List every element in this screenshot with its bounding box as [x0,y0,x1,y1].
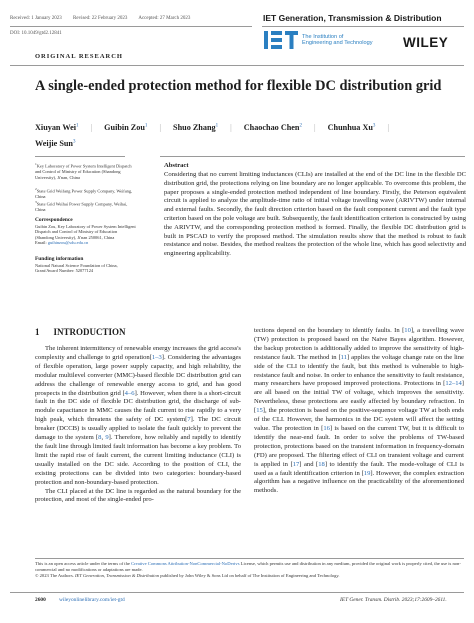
citation-link[interactable]: 9 [105,434,109,442]
journal-url[interactable]: wileyonlinelibrary.com/iet-gtd [59,597,125,603]
citation-link[interactable]: 11 [340,353,348,361]
affiliation-1: $^1$Key Laboratory of Power System Intelligent Dispatch and Control of Ministry of Education (Shandong University), Ji'nan, China [35,162,132,180]
abstract-text: Considering that no current limiting inductances (CLIs) are installed at the end of the DC line in the flexible DC distribution grid, the protections relying on line boundary are no longer applicable. To overcome this problem, the paper proposes a single-ended protection method independent of line boundary. Firstly, the Peterson equivalent circuit is applied to analyze the amplitude-time ratio of initial voltage travelling wave (ARIVTW) under internal and external faults. Secondly, the fault direction criterion based on the fault component current and the fault type criterion based on the pole voltage are built. Subsequently, the fault identification criterion is constructed by using the ARIVTW, and the corresponding protection method is formed. Finally, the flexible DC distribution grid is built in PSCAD to verify the proposed method. The simulation results show that the method is robust to fault resistance and noise. Besides, the method realizes the protection of the whole line, which has good selectivity and engineering applicability. [164,171,466,258]
email-label: Email: [35,240,47,246]
citation-link[interactable]: 7 [187,416,191,424]
citation-link[interactable]: 4–6 [124,389,135,397]
iet-name-line1: The Institution of [302,34,344,40]
citation-link[interactable]: 8 [98,434,102,442]
citation-link[interactable]: 12–14 [445,380,462,388]
iet-name [302,34,373,47]
affiliation-rule [35,156,125,157]
section-number: 1 [35,327,40,337]
header-rule [10,26,252,27]
paragraph: The inherent intermittency of renewable energy increases the grid access's complexity and challenge to grid operation[1–3]. Considering the advantages of flexible operation, large power supply capacity, and high reliability, the modular multilevel converter (MMC)-based flexible DC distribution grid can address the challenge of renewable energy access to grid, and has good prospects in the distribution grid [4–6]. However, when there is a short-circuit fault in the DC side of flexible DC distribution grid, the discharge of sub-module capacitance in MMC causes the fault current to rise rapidly to a very high peak, which threatens the safety of DC system[7]. The DC circuit breaker (DCCB) is usually applied to isolate the fault quickly to prevent the damage to the system [8, 9]. Therefore, how reliably and rapidly to identify the fault line through limited fault information has become a key problem. To limit the rapid rise of fault current, the current limiting inductance (CLI) is usually installed on the DC side. According to the position of CLI, the existing protections can be divided into two categories: boundary-based protection and non-boundary-based protection. [35,345,241,486]
correspondence-text: Guibin Zou, Key Laboratory of Power System Intelligent Dispatch and Control of Ministry of Education (Shandong University), Ji'nan 250061, China [35,223,136,240]
abstract-rule [160,156,465,157]
section-title: INTRODUCTION [53,327,126,337]
citation-link[interactable]: 16 [323,424,330,432]
author-list: Xiuyan Wei$^1$ | Guibin Zou$^1$ | Shuo Zhang$^1$ | Chaochao Chen$^2$ | Chunhua Xu$^3$ | Weijie Sun$^3$ [35,122,390,149]
correspondence-heading: Correspondence [35,217,73,223]
citation-link[interactable]: 18 [318,460,325,468]
doi[interactable]: DOI: 10.1049/gtd2.12841 [10,31,62,36]
citation-link[interactable]: 19 [363,469,371,477]
license-note: This is an open access article under the terms of the Creative Commons Attribution-NonCommercial-NoDerivs License, which permits use and distribution in any medium, provided the original work is properly cited, the use is non-commercial and no modifications or adaptations are made. [35,561,461,572]
journal-name: IET Generation, Transmission & Distribution [263,13,442,23]
header-rule-right [262,26,464,27]
citation-link[interactable]: 15 [256,407,263,415]
iet-logo [264,31,298,49]
footer-rule [35,558,464,559]
wiley-logo: WILEY [403,35,449,50]
author[interactable]: Shuo Zhang$^1$ [173,122,219,132]
column-right [254,327,464,496]
copyright: © 2023 The Authors. IET Generation, Transmission & Distribution published by John Wiley & Sons Ltd on behalf of The Institution of Engineering and Technology. [35,573,340,578]
funding-heading: Funding information [35,256,84,262]
citation-link[interactable]: 1–3 [151,353,162,361]
correspondence [35,217,137,246]
funding [35,256,137,274]
title-rule [10,65,464,66]
iet-name-line2: Engineering and Technology [302,40,373,47]
revised-date: Revised: 22 February 2023 [73,16,128,21]
email-link[interactable]: guihinzou@sdu.edu.cn [47,240,89,246]
affiliation-3: $^3$State Grid Weihai Power Supply Company, Weihai, China [35,200,128,213]
accepted-date: Accepted: 27 March 2023 [138,16,191,21]
citation-link[interactable]: 17 [292,460,300,468]
page-number: 2600 [35,597,46,603]
author[interactable]: Guibin Zou$^1$ [104,122,148,132]
bottom-rule [10,592,464,593]
publication-dates [10,16,200,21]
citation-line: IET Gener. Transm. Distrib. 2023;17:2609–2611. [340,597,447,603]
section-heading [35,327,126,337]
author[interactable]: Chunhua Xu$^3$ [327,122,376,132]
paragraph: tections depend on the boundary to identify faults. In [10], a travelling wave (TW) protection is proposed based on the Naive Bayes algorithm. However, the backup protection is additionally added to improve the sensitivity of high-resistance fault. The method in [11] applies the voltage change rate on the line side of the CLI to identify the fault, but this method is vulnerable to high-resistance fault and noise. In order to enhance the sensitivity to fault resistance, many researchers have proposed improved protections. Protections in [12–14] are all based on the initial TW of voltage, which improves the sensitivity. Nevertheless, these protections are easily affected by boundary refraction. In [15], the protection is based on the positive-sequence voltage TW at both ends of the CLI. However, the harmonics in the DC system will affect the setting value. The protection in [16] is based on the current TW, but it is difficult to identify the near-end fault. In order to solve the problems of TW-based protection, protections based on the transient information in frequency-domain (FD) are proposed. The filtering effect of CLI on transient voltage and current is applied in [17] and [18] to identify the fault. The mode-voltage of CLI is used as a fault identification criterion in [19]. However, the complex extraction algorithm has a negative influence on the practicability of the aforementioned methods. [254,327,464,495]
author[interactable]: Chaochao Chen$^2$ [243,122,302,132]
received-date: Received: 1 January 2023 [10,16,62,21]
affiliation-2: $^2$State Grid Weifang Power Supply Company, Weifang, China [35,187,133,200]
article-type: ORIGINAL RESEARCH [35,53,123,60]
license-link[interactable]: Creative Commons Attribution-NonCommercial-NoDerivs [131,561,240,566]
funding-text: National Natural Science Foundation of China, Grant/Award Number: 52077124 [35,262,118,274]
column-left [35,345,241,505]
article-title: A single-ended protection method for flexible DC distribution grid [35,78,442,94]
citation-link[interactable]: 10 [404,327,411,334]
author[interactable]: Xiuyan Wei$^1$ [35,122,79,132]
abstract-heading: Abstract [164,162,189,169]
paragraph: The CLI placed at the DC line is regarded as the natural boundary for the protection, and most of the single-ended pro- [35,487,241,504]
author[interactable]: Weijie Sun$^3$ [35,139,76,149]
